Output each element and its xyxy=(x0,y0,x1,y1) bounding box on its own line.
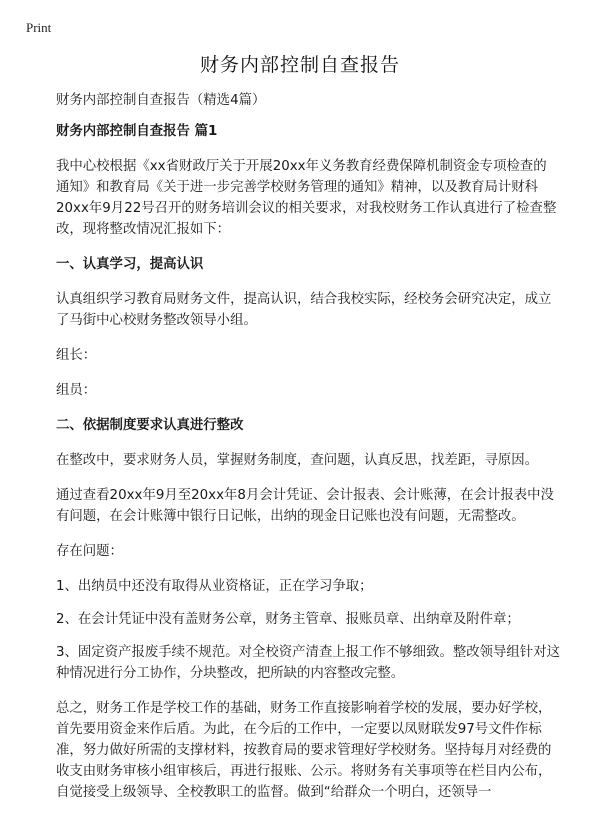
print-link[interactable]: Print xyxy=(26,20,52,35)
paragraph-issues-label: 存在问题： xyxy=(56,544,123,559)
paragraph-issue-3: 3、固定资产报废手续不规范。对全校资产清查上报工作不够细致。整改领导组针对这种情况进行分工协作，分块整改，把所缺的内容整改完整。 xyxy=(56,645,560,681)
paragraph-review: 通过查看20xx年9月至20xx年8月会计凭证、会计报表、会计账薄，在会计报表中没有问题，在会计账簿中银行日记帐，出纳的现金日记账也没有问题，无需整改。 xyxy=(56,488,554,524)
heading-1: 一、认真学习，提高认识 xyxy=(56,257,204,272)
paragraph-requirements: 在整改中，要求财务人员，掌握财务制度，查问题，认真反思，找差距，寻原因。 xyxy=(56,453,539,468)
paragraph-summary: 总之，财务工作是学校工作的基础，财务工作直接影响着学校的发展，要办好学校，首先要用资金来作后盾。为此，在今后的工作中，一定要以凤财联发97号文件作标准，努力做好所需的支撑材料，按教育局的要求管理好学校财务。坚持每月对经费的收支由财务审核小组审核后，再进行报账、公示。将财务有关事项等在栏目内公布，自觉接受上级领导、全校教职工的监督。做到“给群众一个明白，还领导一 xyxy=(56,701,552,800)
paragraph-issue-2: 2、在会计凭证中没有盖财务公章，财务主管章、报账员章、出纳章及附件章； xyxy=(56,612,520,627)
paragraph-team-members: 组员： xyxy=(56,383,97,398)
paragraph-team-leader: 组长： xyxy=(56,348,97,363)
section-title: 财务内部控制自查报告 篇1 xyxy=(56,124,218,139)
heading-2: 二、依据制度要求认真进行整改 xyxy=(56,418,244,433)
document-title: 财务内部控制自查报告 xyxy=(199,54,400,76)
document-subtitle: 财务内部控制自查报告（精选4篇） xyxy=(56,93,266,108)
document-body xyxy=(56,90,560,817)
paragraph-intro: 我中心校根据《xx省财政厅关于开展20xx年义务教育经费保障机制资金专项检查的通知》和教育局《关于进一步完善学校财务管理的通知》精神，以及教育局计财科20xx年9月22号召开的财务培训会议的相关要求，对我校财务工作认真进行了检查整改，现将整改情况汇报如下： xyxy=(56,159,557,237)
paragraph-study: 认真组织学习教育局财务文件，提高认识，结合我校实际，经校务会研究决定，成立了马街中心校财务整改领导小组。 xyxy=(56,292,552,328)
paragraph-issue-1: 1、出纳员中还没有取得从业资格证，正在学习争取； xyxy=(56,579,373,594)
